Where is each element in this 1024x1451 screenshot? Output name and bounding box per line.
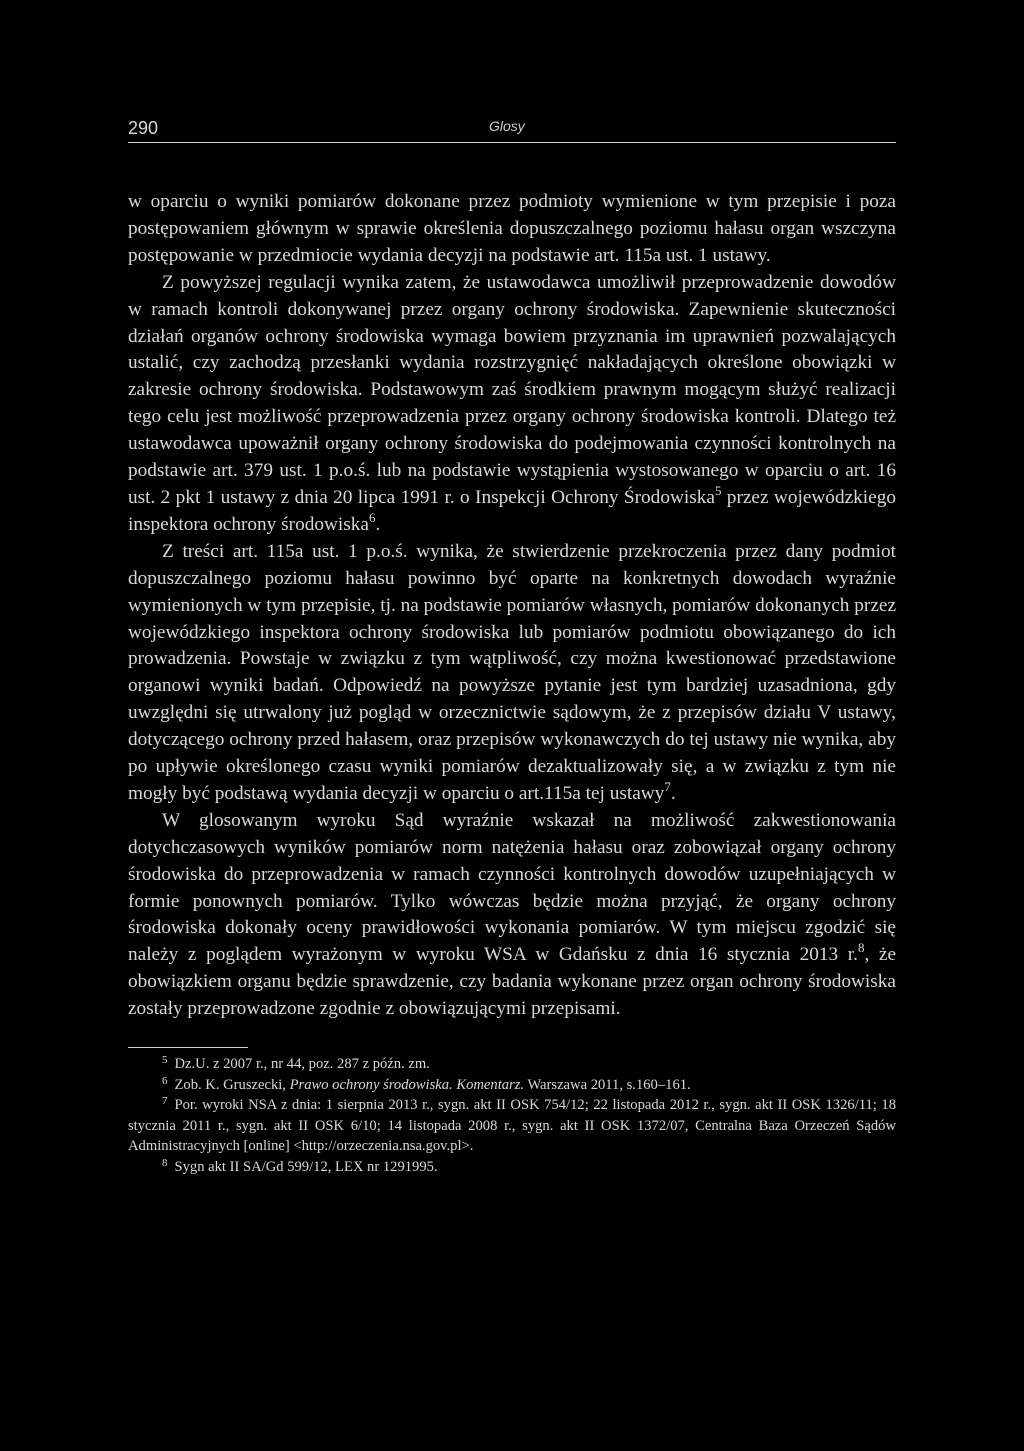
page-header <box>128 116 896 143</box>
paragraph-3-text: Z treści art. 115a ust. 1 p.o.ś. wynika, że stwierdzenie przekroczenia przez dany podmiot dopuszczalnego poziomu hałasu powinno być oparte na konkretnych dowodach wyraźnie wymienionych w tym przepisie, tj. na podstawie pomiarów własnych, pomiarów dokonanych przez wojewódzkiego inspektora ochrony środowiska lub pomiarów podmiotu obowiązanego do ich prowadzenia. Powstaje w związku z tym wątpliwość, czy można kwestionować przedstawione organowi wyniki badań. Odpowiedź na powyższe pytanie jest tym bardziej uzasadniona, gdy uwzględni się utrwalony już pogląd w orzecznictwie sądowym, że z przepisów działu V ustawy, dotyczącego ochrony przed hałasem, oraz przepisów wykonawczych do tej ustawy nie wynika, aby po upływie określonego czasu wyniki pomiarów dezaktualizowały się, a w związku z tym nie mogły być podstawą wydania decyzji w oparciu o art.115a tej ustawy <box>128 540 896 804</box>
footnote-number: 5 <box>162 1054 168 1067</box>
main-text <box>128 189 896 1023</box>
footnotes <box>128 1054 896 1177</box>
footnote-number: 7 <box>162 1095 168 1108</box>
footnote-8 <box>128 1157 896 1178</box>
page-number: 290 <box>128 118 159 138</box>
paragraph-4-text-end: , że obowiązkiem organu będzie sprawdzenie, czy badania wykonane przez organ ochrony środowiska zostały przeprowadzone zgodnie z obowiązującymi przepisami. <box>128 944 897 1020</box>
paragraph-1-text: w oparciu o wyniki pomiarów dokonane przez podmioty wymienione w tym przepisie i poza postępowaniem głównym w sprawie określenia dopuszczalnego poziomu hałasu organ wszczyna postępowanie w przedmiocie wydania decyzji na podstawie art. 115a ust. 1 ustawy. <box>128 191 896 266</box>
footnote-text: Dz.U. z 2007 r., nr 44, poz. 287 z późn. zm. <box>174 1056 430 1073</box>
paragraph-2-text: Z powyższej regulacji wynika zatem, że ustawodawca umożliwił przeprowadzenie dowodów w ramach kontroli dokonywanej przez organy ochrony środowiska. Zapewnienie skuteczności działań organów ochrony środowiska wymaga bowiem przyznania im uprawnień pozwalających ustalić, czy zachodzą przesłanki wydania rozstrzygnięć nakładających określone obowiązki w zakresie ochrony środowiska. Podstawowym zaś środkiem prawnym mogącym służyć realizacji tego celu jest możliwość przeprowadzenia przez organy ochrony środowiska kontroli. Dlatego też ustawodawca upoważnił organy ochrony środowiska do podejmowania czynności kontrolnych na podstawie art. 379 ust. 1 p.o.ś. lub na podstawie wystąpienia wystosowanego w oparciu o art. 16 ust. 2 pkt 1 ustawy z dnia 20 lipca 1991 r. o Inspekcji Ochrony Środowiska <box>128 271 896 508</box>
running-title: Glosy <box>489 118 525 134</box>
footnote-book-title: Prawo ochrony środowiska. Komentarz. <box>289 1076 525 1093</box>
document-page <box>128 116 896 1177</box>
paragraph-1 <box>128 189 896 270</box>
footnote-text: Zob. K. Gruszecki, <box>174 1076 290 1093</box>
paragraph-2-text-cont: przez wojewódzkiego inspektora ochrony środowiska <box>128 486 896 535</box>
footnote-number: 8 <box>162 1156 168 1169</box>
footnote-number: 6 <box>162 1074 168 1087</box>
paragraph-3-text-end: . <box>670 782 676 804</box>
footnote-text: Sygn akt II SA/Gd 599/12, LEX nr 1291995. <box>174 1158 438 1175</box>
paragraph-2-text-end: . <box>375 513 381 535</box>
footnote-7 <box>128 1095 896 1157</box>
paragraph-4-text: W glosowanym wyroku Sąd wyraźnie wskazał na możliwość zakwestionowania dotychczasowych wyników pomiarów norm natężenia hałasu oraz zobowiązał organy ochrony środowiska do przeprowadzenia w ramach czynności kontrolnych dowodów uzupełniających w formie ponownych pomiarów. Tylko wówczas będzie można przyjąć, że organy ochrony środowiska dokonały oceny prawidłowości wykonania pomiarów. W tym miejscu zgodzić się należy z poglądem wyrażonym w wyroku WSA w Gdańsku z dnia 16 stycznia 2013 r. <box>128 809 896 966</box>
paragraph-4 <box>128 808 896 1023</box>
footnote-text: Por. wyroki NSA z dnia: 1 sierpnia 2013 r., sygn. akt II OSK 754/12; 22 listopada 2012 r., sygn. akt II OSK 1326/11; 18 stycznia 2011 r., sygn. akt II OSK 6/10; 14 listopada 2008 r., sygn. akt II OSK 1372/07, Centralna Baza Orzeczeń Sądów Administracyjnych [online] <http://orzeczenia.nsa.gov.pl>. <box>128 1097 896 1155</box>
footnote-ref-5: 5 <box>714 482 722 498</box>
footnote-ref-8: 8 <box>857 940 865 956</box>
paragraph-3 <box>128 539 896 808</box>
footnote-separator <box>128 1047 248 1048</box>
footnote-ref-6: 6 <box>368 509 376 525</box>
footnote-text-cont: Warszawa 2011, s.160–161. <box>524 1076 691 1093</box>
paragraph-2 <box>128 270 896 539</box>
footnote-ref-7: 7 <box>664 778 671 794</box>
footnote-5 <box>128 1054 896 1075</box>
footnote-6 <box>128 1075 896 1096</box>
